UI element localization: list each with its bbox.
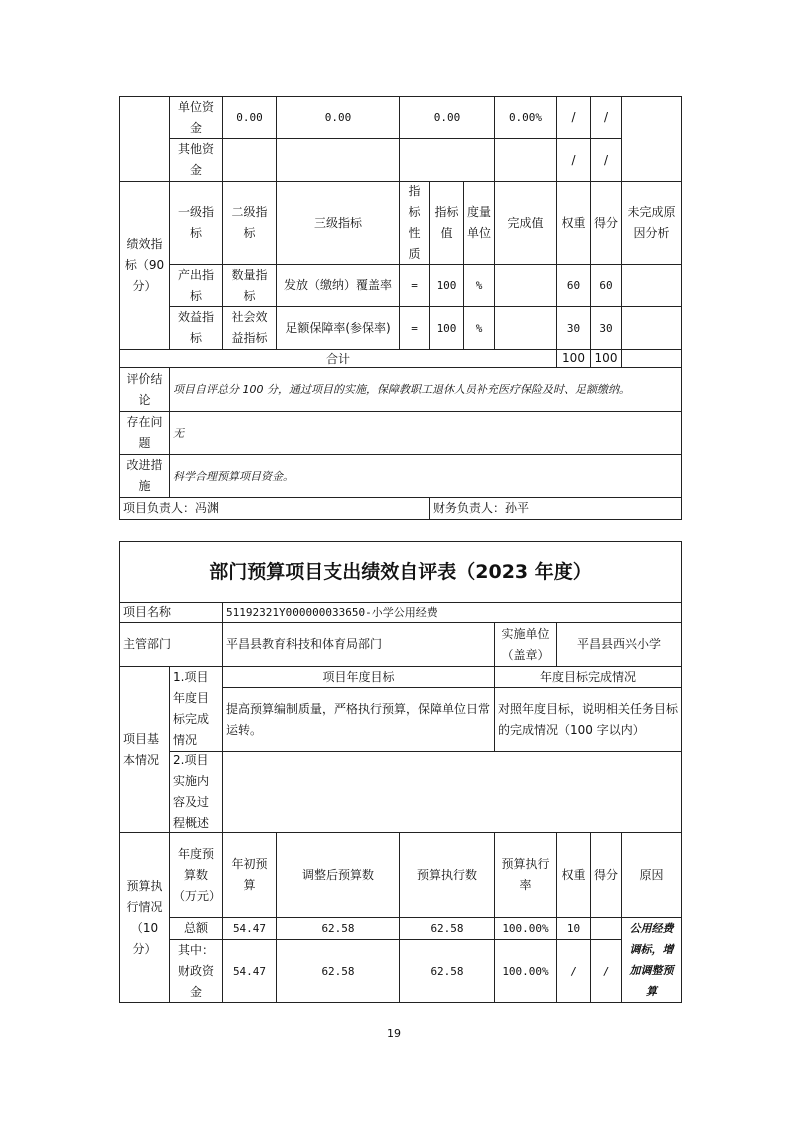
unit-funds-score: /	[590, 96, 622, 139]
budget-header-cell: 预算执行率	[494, 832, 557, 918]
blank-cell	[119, 96, 170, 182]
budget-fiscal-cell: /	[556, 939, 591, 1003]
budget-header-cell: 得分	[590, 832, 622, 918]
improvements-label: 改进措施	[119, 454, 170, 498]
impl-label: 实施单位（盖章）	[494, 622, 557, 667]
budget-label: 预算执行情况（10分）	[119, 832, 170, 1003]
perf-cell: 社会效益指标	[222, 306, 277, 350]
unit-funds-initial: 0.00	[222, 96, 277, 139]
budget-header-cell: 年初预算	[222, 832, 277, 918]
goal-header: 项目年度目标	[222, 666, 495, 688]
project-lead: 项目负责人：冯渊	[119, 497, 430, 520]
budget-total-cell: 62.58	[276, 917, 400, 940]
done-text: 对照年度目标，说明相关任务目标的完成情况（100 字以内）	[494, 687, 682, 752]
perf-cell: 30	[556, 306, 591, 350]
project-name: 51192321Y000000033650-小学公用经费	[222, 602, 682, 623]
empty-cell	[494, 138, 557, 182]
perf-cell: %	[463, 306, 495, 350]
budget-header-cell: 权重	[556, 832, 591, 918]
perf-header-cell: 得分	[590, 181, 622, 265]
budget-fiscal-cell: 62.58	[276, 939, 400, 1003]
perf-header-cell: 指标值	[429, 181, 464, 265]
unit-funds-adjusted: 0.00	[276, 96, 400, 139]
perf-cell: 足额保障率(参保率)	[276, 306, 400, 350]
unit-funds-rate: 0.00%	[494, 96, 557, 139]
perf-cell	[621, 264, 682, 307]
reason-text: 公用经费调标，增加调整预算	[621, 917, 682, 1003]
improvements-text: 科学合理预算项目资金。	[169, 454, 682, 498]
other-funds-weight: /	[556, 138, 591, 182]
form-title: 部门预算项目支出绩效自评表（2023 年度）	[119, 541, 682, 603]
budget-header-cell: 预算执行数	[399, 832, 495, 918]
budget-total-cell: 62.58	[399, 917, 495, 940]
empty-cell	[621, 349, 682, 368]
budget-fiscal-cell: /	[590, 939, 622, 1003]
done-header: 年度目标完成情况	[494, 666, 682, 688]
goal-text: 提高预算编制质量，严格执行预算，保障单位日常运转。	[222, 687, 495, 752]
perf-header-cell: 权重	[556, 181, 591, 265]
content-text	[222, 751, 682, 833]
unit-funds-weight: /	[556, 96, 591, 139]
total-weight: 100	[556, 349, 591, 368]
other-funds-score: /	[590, 138, 622, 182]
perf-label: 绩效指标（90分）	[119, 181, 170, 350]
dept: 平昌县教育科技和体育局部门	[222, 622, 495, 667]
perf-cell: 产出指标	[169, 264, 223, 307]
perf-cell	[621, 306, 682, 350]
problems-label: 存在问题	[119, 411, 170, 455]
page-number: 19	[387, 1027, 401, 1040]
perf-cell: 发放（缴纳）覆盖率	[276, 264, 400, 307]
perf-cell: 100	[429, 306, 464, 350]
perf-cell: 60	[556, 264, 591, 307]
budget-fiscal-cell: 其中：财政资金	[169, 939, 223, 1003]
problems-text: 无	[169, 411, 682, 455]
goal-label: 1.项目年度目标完成情况	[169, 666, 223, 752]
empty-cell	[399, 138, 495, 182]
budget-header-cell: 年度预算数（万元）	[169, 832, 223, 918]
budget-total-cell: 100.00%	[494, 917, 557, 940]
perf-cell: %	[463, 264, 495, 307]
perf-header-cell: 完成值	[494, 181, 557, 265]
total-label: 合计	[119, 349, 557, 368]
empty-cell	[222, 138, 277, 182]
basic-label: 项目基本情况	[119, 666, 170, 833]
budget-fiscal-cell: 62.58	[399, 939, 495, 1003]
other-funds-label: 其他资金	[169, 138, 223, 182]
budget-fiscal-cell: 54.47	[222, 939, 277, 1003]
conclusion-text: 项目自评总分 100 分，通过项目的实施，保障教职工退休人员补充医疗保险及时、足额缴纳。	[169, 367, 682, 412]
budget-total-cell: 总额	[169, 917, 223, 940]
perf-header-cell: 二级指标	[222, 181, 277, 265]
perf-header-cell: 三级指标	[276, 181, 400, 265]
unit-funds-executed: 0.00	[399, 96, 495, 139]
finance-lead: 财务负责人：孙平	[429, 497, 682, 520]
perf-header-cell: 度量单位	[463, 181, 495, 265]
budget-total-cell: 10	[556, 917, 591, 940]
conclusion-label: 评价结论	[119, 367, 170, 412]
perf-header-cell: 一级指标	[169, 181, 223, 265]
perf-cell: =	[399, 264, 430, 307]
perf-cell: 30	[590, 306, 622, 350]
perf-header-cell: 指标性质	[399, 181, 430, 265]
impl: 平昌县西兴小学	[556, 622, 682, 667]
unit-funds-label: 单位资金	[169, 96, 223, 139]
total-score: 100	[590, 349, 622, 368]
budget-header-cell: 原因	[621, 832, 682, 918]
dept-label: 主管部门	[119, 622, 223, 667]
perf-cell: 100	[429, 264, 464, 307]
budget-fiscal-cell: 100.00%	[494, 939, 557, 1003]
perf-cell	[494, 264, 557, 307]
budget-total-cell: 54.47	[222, 917, 277, 940]
perf-header-cell: 未完成原因分析	[621, 181, 682, 265]
budget-total-cell	[590, 917, 622, 940]
perf-cell: 效益指标	[169, 306, 223, 350]
perf-cell	[494, 306, 557, 350]
project-name-label: 项目名称	[119, 602, 223, 623]
content-label: 2.项目实施内容及过程概述	[169, 751, 223, 833]
perf-cell: 60	[590, 264, 622, 307]
perf-cell: 数量指标	[222, 264, 277, 307]
perf-cell: =	[399, 306, 430, 350]
empty-cell	[276, 138, 400, 182]
budget-header-cell: 调整后预算数	[276, 832, 400, 918]
reason-cell	[621, 96, 682, 182]
